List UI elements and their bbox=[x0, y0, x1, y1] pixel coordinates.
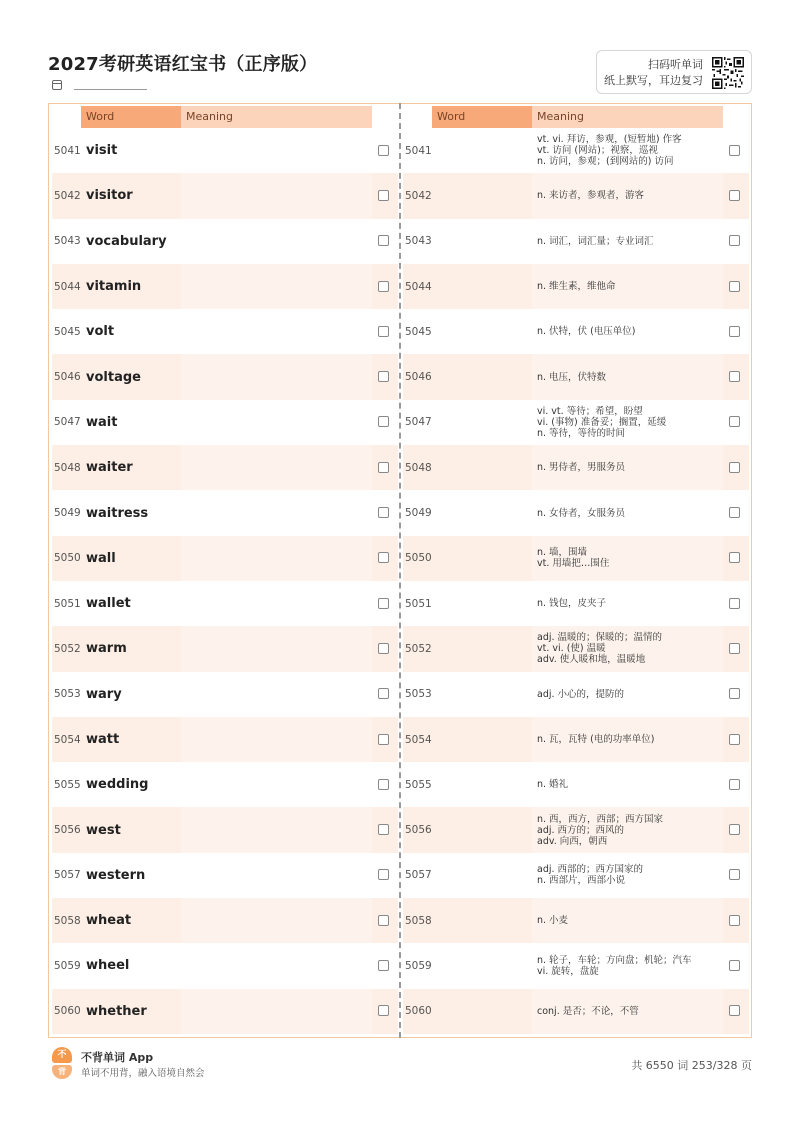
word-row bbox=[52, 219, 398, 264]
meaning-line: vt. vi. (使) 温暖 bbox=[537, 643, 606, 655]
meaning-text bbox=[537, 717, 723, 762]
checkbox[interactable] bbox=[378, 416, 389, 427]
logo-bottom: 背 bbox=[52, 1065, 72, 1079]
meaning-row bbox=[403, 898, 749, 943]
checkbox[interactable] bbox=[378, 235, 389, 246]
meaning-text bbox=[537, 672, 723, 717]
meaning-text bbox=[537, 445, 723, 490]
promo-text bbox=[604, 57, 703, 89]
meaning-blank-cell bbox=[181, 490, 372, 535]
meaning-line: n. 墙，围墙 bbox=[537, 547, 588, 559]
meaning-blank-cell bbox=[181, 989, 372, 1034]
word-text: visit bbox=[86, 143, 118, 159]
row-number: 5055 bbox=[405, 778, 432, 791]
row-number: 5057 bbox=[405, 869, 432, 882]
meaning-text bbox=[537, 309, 723, 354]
meaning-row bbox=[403, 536, 749, 581]
word-column-header: Word bbox=[432, 106, 532, 128]
meaning-line: adj. 西方的；西风的 bbox=[537, 824, 625, 836]
meaning-line: n. 瓦，瓦特 (电的功率单位) bbox=[537, 734, 655, 745]
checkbox[interactable] bbox=[729, 960, 740, 971]
app-logo bbox=[52, 1047, 72, 1079]
meaning-line: n. 女侍者，女服务员 bbox=[537, 507, 626, 519]
meaning-row bbox=[403, 173, 749, 218]
date-blank-line bbox=[74, 80, 147, 90]
row-number: 5051 bbox=[54, 597, 81, 610]
word-row bbox=[52, 762, 398, 807]
meaning-blank-cell bbox=[181, 445, 372, 490]
meaning-line: adv. 使人暖和地，温暖地 bbox=[537, 654, 646, 666]
word-text: watt bbox=[86, 732, 120, 747]
checkbox[interactable] bbox=[378, 1005, 389, 1016]
meaning-row bbox=[403, 128, 749, 173]
row-number: 5047 bbox=[405, 416, 432, 429]
page-title: 2027考研英语红宝书（正序版） bbox=[48, 54, 318, 75]
row-number: 5054 bbox=[405, 733, 432, 746]
meaning-line: conj. 是否；不论，不管 bbox=[537, 1005, 639, 1017]
word-text: waiter bbox=[86, 460, 133, 476]
checkbox[interactable] bbox=[378, 734, 389, 745]
row-number: 5049 bbox=[54, 507, 81, 520]
meaning-line: n. 词汇，词汇量；专业词汇 bbox=[537, 235, 654, 247]
meaning-blank-cell bbox=[181, 128, 372, 173]
row-number: 5054 bbox=[54, 733, 81, 746]
word-text: wheat bbox=[86, 913, 132, 929]
meaning-column-header: Meaning bbox=[181, 106, 372, 128]
app-name: 不背单词 App bbox=[81, 1051, 154, 1064]
word-text: waitress bbox=[86, 505, 149, 521]
word-text: whether bbox=[86, 1003, 147, 1019]
meaning-row bbox=[403, 807, 749, 852]
meaning-text bbox=[537, 581, 723, 626]
word-text: voltage bbox=[86, 369, 141, 385]
meaning-text bbox=[537, 536, 723, 581]
row-number: 5050 bbox=[405, 552, 432, 565]
audio-promo-box bbox=[596, 50, 752, 94]
word-column-header: Word bbox=[81, 106, 181, 128]
meaning-line: vt. vi. 拜访，参观，(短暂地) 作客 bbox=[537, 134, 682, 146]
row-number: 5057 bbox=[54, 869, 81, 882]
word-row bbox=[52, 989, 398, 1034]
meaning-blank-cell bbox=[181, 943, 372, 988]
row-number: 5044 bbox=[405, 280, 432, 293]
meaning-blank-cell bbox=[181, 309, 372, 354]
checkbox[interactable] bbox=[378, 507, 389, 518]
row-number: 5055 bbox=[54, 778, 81, 791]
meaning-line: n. 伏特，伏 (电压单位) bbox=[537, 326, 636, 338]
row-number: 5048 bbox=[405, 461, 432, 474]
meaning-line: n. 西，西方，西部；西方国家 bbox=[537, 813, 664, 825]
meaning-blank-cell bbox=[181, 173, 372, 218]
meaning-row bbox=[403, 581, 749, 626]
meaning-blank-cell bbox=[181, 762, 372, 807]
row-number: 5041 bbox=[405, 144, 432, 157]
meaning-blank-cell bbox=[181, 536, 372, 581]
row-number: 5050 bbox=[54, 552, 81, 565]
checkbox[interactable] bbox=[378, 145, 389, 156]
meaning-row bbox=[403, 400, 749, 445]
meaning-blank-cell bbox=[181, 717, 372, 762]
row-number: 5058 bbox=[405, 914, 432, 927]
meaning-line: n. 来访者，参观者，游客 bbox=[537, 190, 645, 202]
row-number: 5060 bbox=[405, 1005, 432, 1018]
checkbox[interactable] bbox=[729, 190, 740, 201]
row-number: 5059 bbox=[54, 959, 81, 972]
word-row bbox=[52, 309, 398, 354]
checkbox[interactable] bbox=[729, 688, 740, 699]
meaning-blank-cell bbox=[181, 626, 372, 671]
word-row bbox=[52, 672, 398, 717]
meaning-row bbox=[403, 264, 749, 309]
checkbox[interactable] bbox=[378, 326, 389, 337]
app-slogan: 单词不用背，融入语境自然会 bbox=[81, 1068, 205, 1079]
word-row bbox=[52, 581, 398, 626]
meaning-blank-cell bbox=[181, 853, 372, 898]
meaning-row bbox=[403, 989, 749, 1034]
checkbox[interactable] bbox=[729, 869, 740, 880]
promo-line-1: 扫码听单词 bbox=[648, 58, 703, 71]
row-number: 5047 bbox=[54, 416, 81, 429]
meaning-line: n. 钱包，皮夹子 bbox=[537, 598, 607, 610]
meaning-blank-cell bbox=[181, 807, 372, 852]
checkbox[interactable] bbox=[729, 462, 740, 473]
row-number: 5053 bbox=[54, 688, 81, 701]
word-row bbox=[52, 807, 398, 852]
word-row bbox=[52, 490, 398, 535]
meaning-row bbox=[403, 354, 749, 399]
meaning-text bbox=[537, 264, 723, 309]
meaning-blank-cell bbox=[181, 898, 372, 943]
word-row bbox=[52, 536, 398, 581]
word-text: wall bbox=[86, 550, 116, 566]
meaning-blank-cell bbox=[181, 354, 372, 399]
meaning-line: vi. (事物) 准备妥；搁置，延缓 bbox=[537, 416, 667, 428]
word-row bbox=[52, 898, 398, 943]
meaning-blank-cell bbox=[181, 581, 372, 626]
word-text: vitamin bbox=[86, 279, 142, 295]
qr-code-icon[interactable] bbox=[712, 57, 744, 89]
meaning-line: adj. 小心的，提防的 bbox=[537, 688, 625, 700]
meaning-text bbox=[537, 807, 723, 852]
row-number: 5042 bbox=[54, 189, 81, 202]
row-number: 5041 bbox=[54, 144, 81, 157]
checkbox[interactable] bbox=[378, 281, 389, 292]
checkbox[interactable] bbox=[378, 869, 389, 880]
checkbox[interactable] bbox=[729, 507, 740, 518]
meaning-text bbox=[537, 943, 723, 988]
meaning-line: vi. vt. 等待；希望，盼望 bbox=[537, 405, 643, 417]
checkbox[interactable] bbox=[729, 145, 740, 156]
meaning-blank-cell bbox=[181, 219, 372, 264]
meaning-row bbox=[403, 762, 749, 807]
row-number: 5042 bbox=[405, 189, 432, 202]
word-text: wary bbox=[86, 686, 122, 702]
checkbox[interactable] bbox=[729, 552, 740, 563]
checkbox[interactable] bbox=[378, 960, 389, 971]
row-number: 5059 bbox=[405, 959, 432, 972]
meaning-text bbox=[537, 354, 723, 399]
meaning-line: vi. 旋转，盘旋 bbox=[537, 965, 599, 977]
meaning-text bbox=[537, 173, 723, 218]
meaning-row bbox=[403, 309, 749, 354]
fold-divider bbox=[399, 103, 401, 1038]
checkbox[interactable] bbox=[729, 824, 740, 835]
checkbox[interactable] bbox=[729, 371, 740, 382]
promo-line-2: 纸上默写，耳边复习 bbox=[604, 74, 703, 87]
row-number: 5048 bbox=[54, 461, 81, 474]
meaning-blank-cell bbox=[181, 400, 372, 445]
meaning-text bbox=[537, 853, 723, 898]
checkbox[interactable] bbox=[729, 1005, 740, 1016]
meaning-row bbox=[403, 672, 749, 717]
checkbox[interactable] bbox=[729, 281, 740, 292]
checkbox[interactable] bbox=[378, 371, 389, 382]
row-number: 5046 bbox=[405, 371, 432, 384]
row-number: 5052 bbox=[405, 642, 432, 655]
meaning-line: n. 维生素，维他命 bbox=[537, 281, 616, 293]
checkbox[interactable] bbox=[729, 643, 740, 654]
word-text: warm bbox=[86, 641, 127, 657]
meaning-row bbox=[403, 717, 749, 762]
meaning-line: adj. 温暖的；保暖的；温情的 bbox=[537, 632, 663, 644]
row-number: 5049 bbox=[405, 507, 432, 520]
checkbox[interactable] bbox=[378, 462, 389, 473]
row-number: 5052 bbox=[54, 642, 81, 655]
meaning-text bbox=[537, 128, 723, 173]
meaning-line: n. 访问，参观；(到网站的) 访问 bbox=[537, 156, 674, 168]
row-number: 5058 bbox=[54, 914, 81, 927]
meaning-blank-cell bbox=[181, 672, 372, 717]
meaning-line: n. 轮子，车轮；方向盘；机轮；汽车 bbox=[537, 954, 692, 966]
word-text: wait bbox=[86, 414, 118, 430]
checkbox[interactable] bbox=[378, 688, 389, 699]
date-field bbox=[52, 80, 147, 90]
row-number: 5045 bbox=[54, 325, 81, 338]
meaning-text bbox=[537, 762, 723, 807]
meaning-text bbox=[537, 989, 723, 1034]
meaning-line: n. 婚礼 bbox=[537, 779, 569, 791]
checkbox[interactable] bbox=[729, 734, 740, 745]
word-row bbox=[52, 853, 398, 898]
row-number: 5043 bbox=[54, 235, 81, 248]
meaning-line: adv. 向西，朝西 bbox=[537, 835, 608, 847]
meaning-text bbox=[537, 898, 723, 943]
logo-top: 不 bbox=[52, 1047, 72, 1063]
row-number: 5056 bbox=[54, 824, 81, 837]
word-text: volt bbox=[86, 324, 115, 340]
row-number: 5056 bbox=[405, 824, 432, 837]
checkbox[interactable] bbox=[729, 235, 740, 246]
checkbox[interactable] bbox=[729, 779, 740, 790]
word-text: wedding bbox=[86, 777, 149, 793]
row-number: 5060 bbox=[54, 1005, 81, 1018]
word-text: west bbox=[86, 822, 121, 838]
meaning-line: n. 小麦 bbox=[537, 915, 569, 927]
meaning-text bbox=[537, 626, 723, 671]
meaning-line: n. 男侍者，男服务员 bbox=[537, 462, 626, 474]
checkbox[interactable] bbox=[378, 915, 389, 926]
word-row bbox=[52, 943, 398, 988]
word-row bbox=[52, 445, 398, 490]
word-row bbox=[52, 400, 398, 445]
meaning-row bbox=[403, 626, 749, 671]
word-text: vocabulary bbox=[86, 233, 167, 249]
calendar-icon bbox=[52, 80, 62, 90]
word-row bbox=[52, 626, 398, 671]
row-number: 5044 bbox=[54, 280, 81, 293]
word-row bbox=[52, 173, 398, 218]
meaning-row bbox=[403, 853, 749, 898]
meaning-line: n. 电压，伏特数 bbox=[537, 371, 607, 383]
meaning-line: adj. 西部的；西方国家的 bbox=[537, 864, 644, 876]
word-text: visitor bbox=[86, 188, 133, 204]
meaning-row bbox=[403, 219, 749, 264]
checkbox[interactable] bbox=[729, 416, 740, 427]
checkbox[interactable] bbox=[378, 598, 389, 609]
checkbox[interactable] bbox=[729, 326, 740, 337]
word-row bbox=[52, 264, 398, 309]
meaning-line: vt. 用墙把…围住 bbox=[537, 558, 610, 570]
word-text: western bbox=[86, 867, 146, 883]
meaning-panel-header bbox=[403, 106, 749, 128]
meaning-text bbox=[537, 490, 723, 535]
meaning-row bbox=[403, 445, 749, 490]
row-number: 5043 bbox=[405, 235, 432, 248]
meaning-text bbox=[537, 400, 723, 445]
checkbox[interactable] bbox=[729, 598, 740, 609]
checkbox[interactable] bbox=[378, 824, 389, 835]
row-number: 5046 bbox=[54, 371, 81, 384]
meaning-row bbox=[403, 490, 749, 535]
checkbox[interactable] bbox=[378, 552, 389, 563]
word-panel bbox=[52, 106, 398, 1034]
row-number: 5053 bbox=[405, 688, 432, 701]
meaning-column-header: Meaning bbox=[532, 106, 723, 128]
meaning-row bbox=[403, 943, 749, 988]
row-number: 5051 bbox=[405, 597, 432, 610]
checkbox[interactable] bbox=[378, 779, 389, 790]
checkbox[interactable] bbox=[729, 915, 740, 926]
meaning-line: n. 等待，等待的时间 bbox=[537, 427, 626, 439]
checkbox[interactable] bbox=[378, 643, 389, 654]
page-counter: 共 6550 词 253/328 页 bbox=[631, 1059, 752, 1072]
meaning-line: vt. 访问 (网站)；视察，巡视 bbox=[537, 145, 658, 157]
word-row bbox=[52, 717, 398, 762]
meaning-text bbox=[537, 219, 723, 264]
word-text: wallet bbox=[86, 596, 131, 612]
meaning-line: n. 西部片，西部小说 bbox=[537, 875, 626, 887]
word-panel-header bbox=[52, 106, 398, 128]
word-text: wheel bbox=[86, 958, 130, 974]
meaning-blank-cell bbox=[181, 264, 372, 309]
row-number: 5045 bbox=[405, 325, 432, 338]
meaning-panel bbox=[403, 106, 749, 1034]
word-row bbox=[52, 128, 398, 173]
word-row bbox=[52, 354, 398, 399]
checkbox[interactable] bbox=[378, 190, 389, 201]
